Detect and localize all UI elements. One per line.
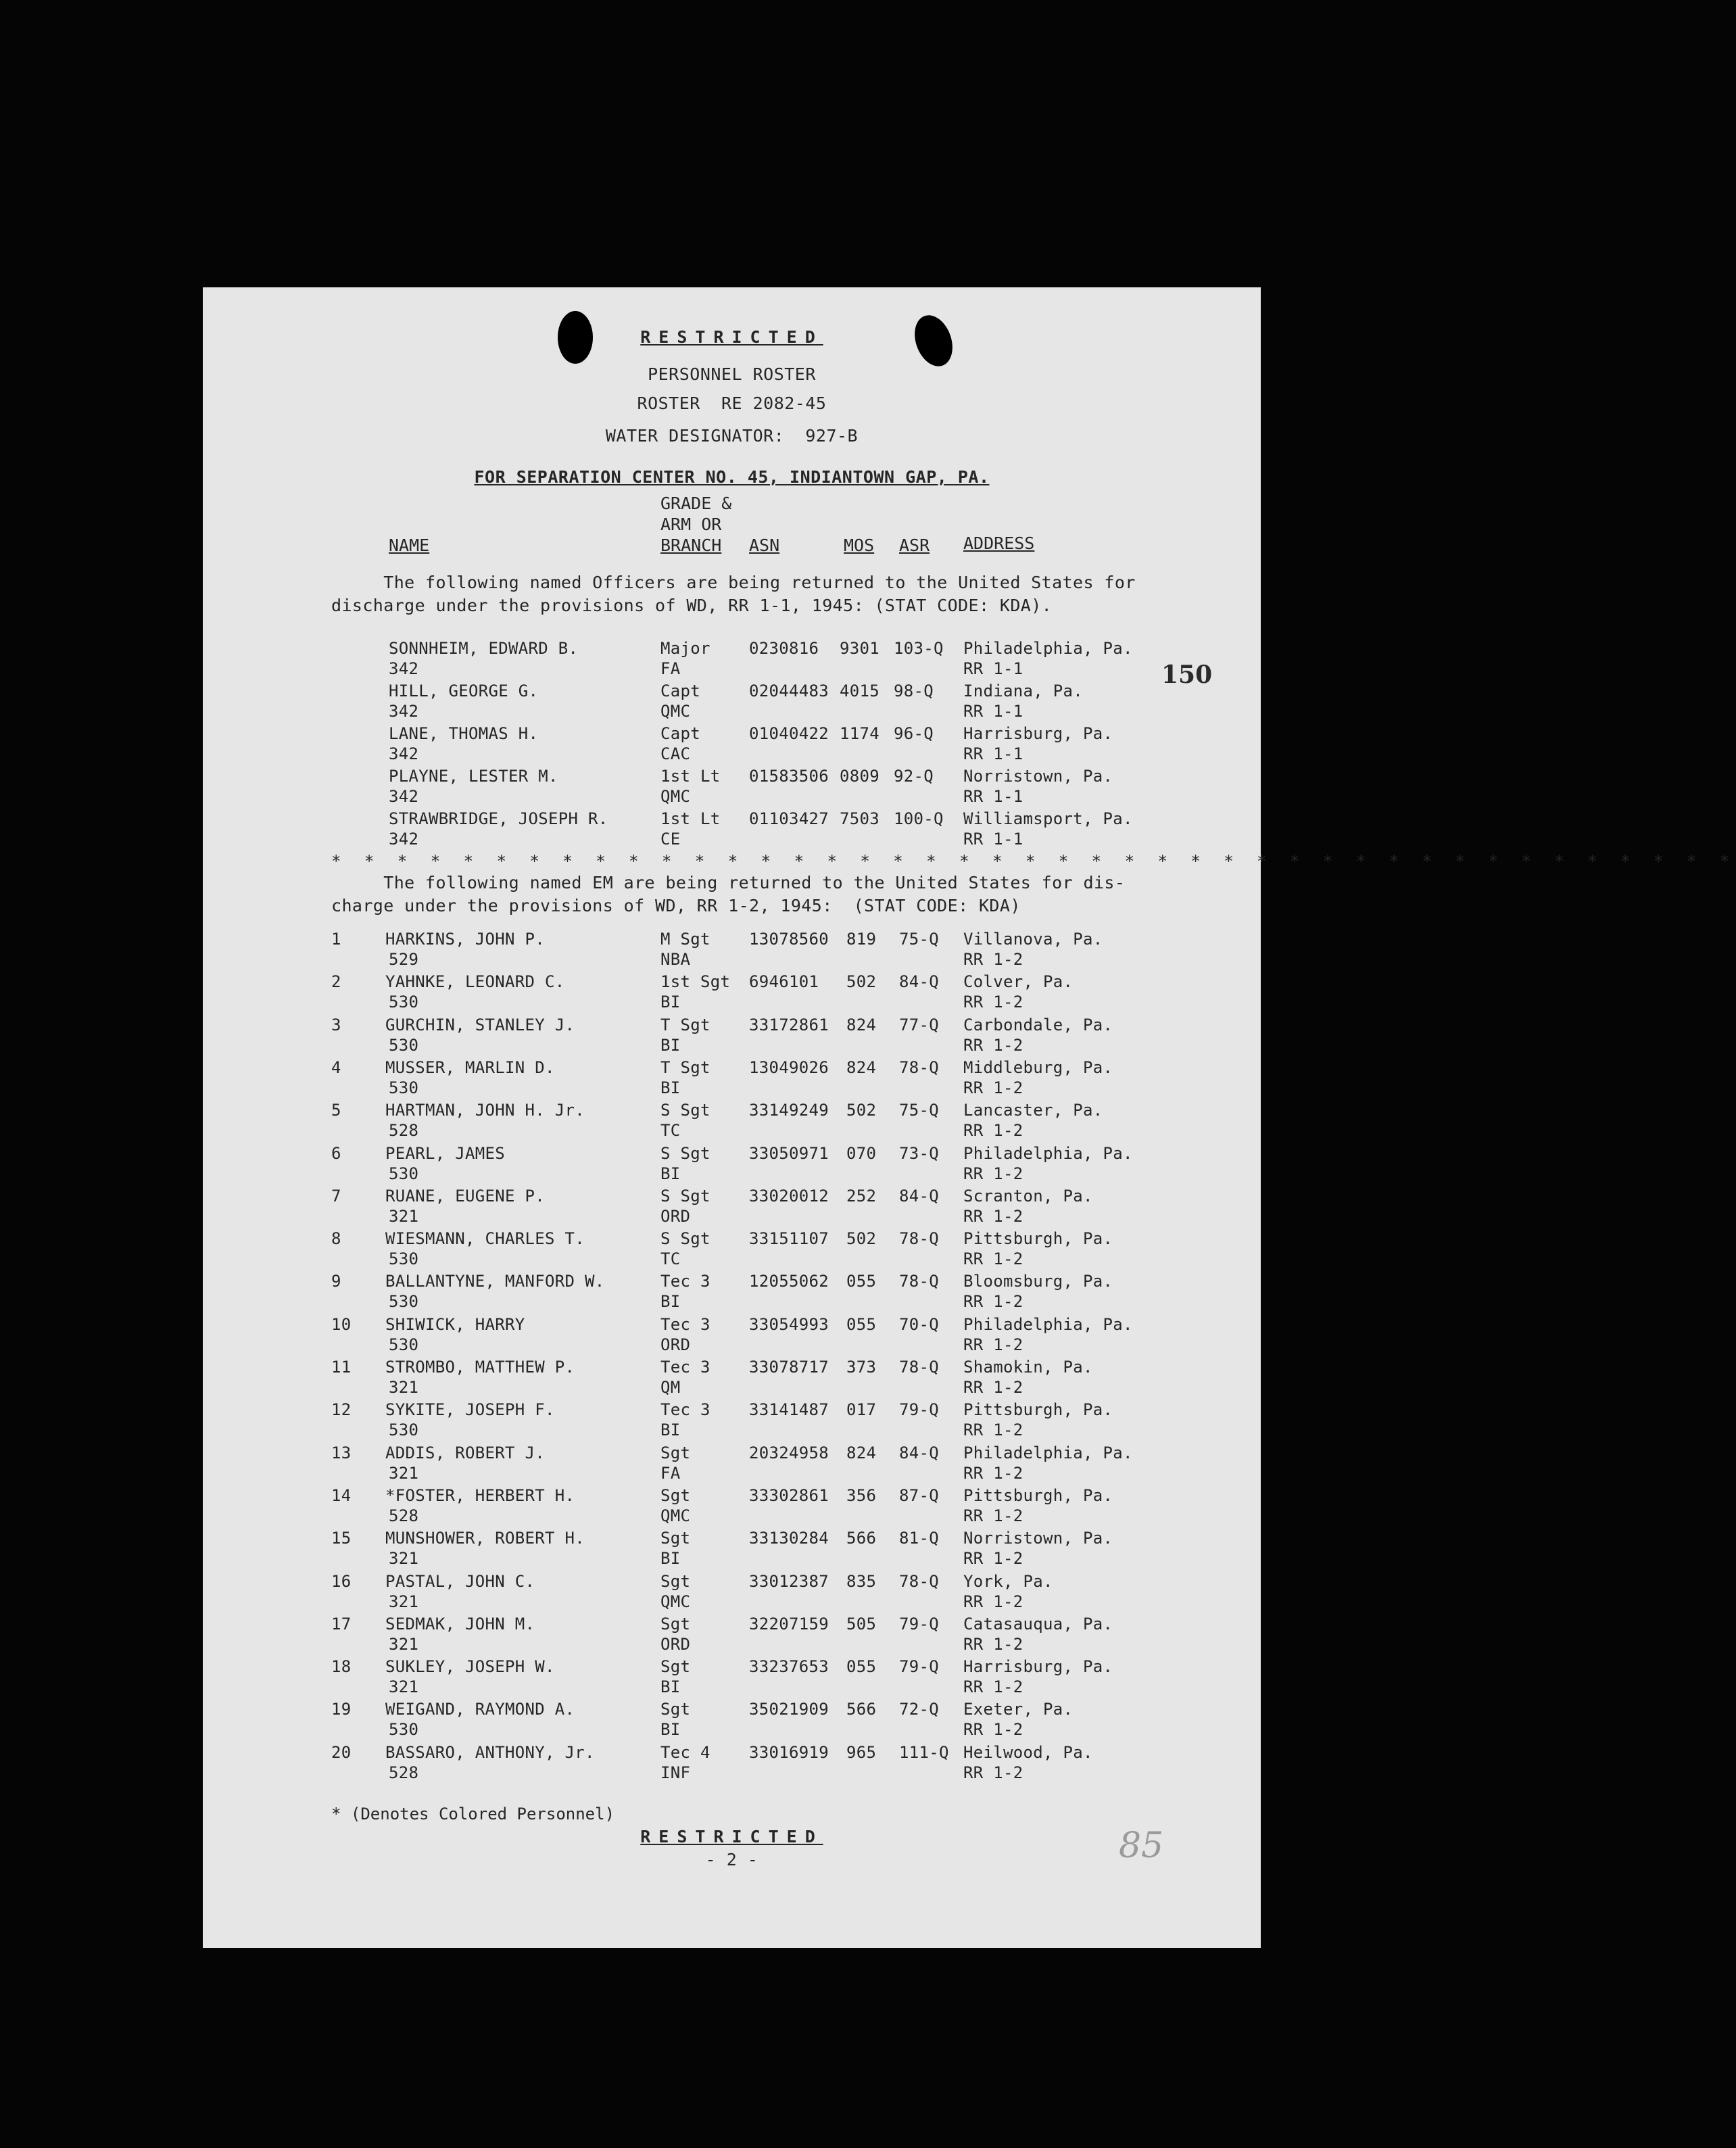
officer-branch: CAC — [660, 744, 691, 763]
enlisted-grade: Tec 3 — [660, 1272, 710, 1291]
officer-asr: 98-Q — [894, 682, 934, 700]
enlisted-name: SHIWICK, HARRY — [385, 1314, 525, 1334]
enlisted-number: 2 — [331, 972, 341, 992]
enlisted-rr: RR 1-2 — [963, 1677, 1023, 1697]
enlisted-rr: RR 1-2 — [963, 1035, 1023, 1055]
enlisted-code: 530 — [389, 1164, 419, 1183]
officer-code: 342 — [389, 787, 419, 806]
col-name: NAME — [389, 535, 430, 555]
enlisted-row — [203, 1700, 1261, 1742]
enlisted-name: *FOSTER, HERBERT H. — [385, 1485, 575, 1505]
enlisted-code: 529 — [389, 950, 419, 969]
enlisted-asr: 73-Q — [899, 1143, 939, 1163]
enlisted-code: 530 — [389, 1421, 419, 1440]
enlisted-grade: Sgt — [660, 1529, 691, 1548]
enlisted-branch: BI — [660, 1720, 681, 1740]
enlisted-grade: 1st Sgt — [660, 972, 731, 992]
officer-asn: 01103427 — [749, 809, 829, 828]
enlisted-mos: 017 — [846, 1400, 877, 1420]
enlisted-asr: 75-Q — [899, 1101, 939, 1120]
officer-rr: RR 1-1 — [963, 787, 1023, 806]
pencil-annotation: 85 — [1119, 1825, 1164, 1866]
enlisted-code: 528 — [389, 1763, 419, 1782]
officer-rr: RR 1-1 — [963, 830, 1023, 849]
enlisted-asr: 78-Q — [899, 1358, 939, 1377]
officer-grade: Capt — [660, 724, 700, 743]
enlisted-asr: 72-Q — [899, 1700, 939, 1719]
col-asr: ASR — [899, 535, 930, 555]
enlisted-number: 6 — [331, 1143, 341, 1163]
enlisted-asr: 84-Q — [899, 972, 939, 992]
enlisted-grade: S Sgt — [660, 1143, 710, 1163]
enlisted-address: Philadelphia, Pa. — [963, 1314, 1133, 1334]
enlisted-code: 321 — [389, 1206, 419, 1226]
officer-address: Harrisburg, Pa. — [963, 724, 1113, 743]
enlisted-address: Pittsburgh, Pa. — [963, 1229, 1113, 1249]
officer-asr: 96-Q — [894, 724, 934, 743]
enlisted-branch: BI — [660, 1677, 681, 1697]
enlisted-number: 20 — [331, 1742, 352, 1762]
enlisted-asn: 33172861 — [749, 1015, 829, 1034]
enlisted-name: MUNSHOWER, ROBERT H. — [385, 1529, 585, 1548]
enlisted-address: Catasauqua, Pa. — [963, 1614, 1113, 1633]
enlisted-row — [203, 1101, 1261, 1143]
enlisted-address: Heilwood, Pa. — [963, 1742, 1093, 1762]
enlisted-rr: RR 1-2 — [963, 1249, 1023, 1269]
officer-address: Norristown, Pa. — [963, 767, 1113, 786]
enlisted-address: Pittsburgh, Pa. — [963, 1485, 1113, 1505]
officer-row — [203, 724, 1261, 766]
enlisted-branch: FA — [660, 1463, 681, 1483]
enlisted-number: 1 — [331, 930, 341, 949]
enlisted-row — [203, 1058, 1261, 1100]
enlisted-rr: RR 1-2 — [963, 1506, 1023, 1525]
enlisted-address: Philadelphia, Pa. — [963, 1443, 1133, 1462]
enlisted-number: 13 — [331, 1443, 352, 1462]
officer-name: LANE, THOMAS H. — [389, 724, 539, 743]
officer-branch: FA — [660, 659, 681, 678]
separator-line: * * * * * * * * * * * * * * * * * * * * * * * * * * * * * * * * * * * * * * * * * * * — [331, 852, 1736, 871]
enlisted-mos: 070 — [846, 1143, 877, 1163]
enlisted-address: Lancaster, Pa. — [963, 1101, 1103, 1120]
enlisted-row — [203, 1229, 1261, 1271]
enlisted-name: HARTMAN, JOHN H. Jr. — [385, 1101, 585, 1120]
enlisted-rr: RR 1-2 — [963, 950, 1023, 969]
enlisted-mos: 055 — [846, 1314, 877, 1334]
enlisted-grade: T Sgt — [660, 1015, 710, 1034]
page-number: - 2 - — [705, 1850, 758, 1869]
enlisted-asn: 33054993 — [749, 1314, 829, 1334]
enlisted-asn: 33016919 — [749, 1742, 829, 1762]
enlisted-asr: 87-Q — [899, 1485, 939, 1505]
col-mos: MOS — [844, 535, 875, 555]
enlisted-row — [203, 1187, 1261, 1228]
enlisted-asn: 33078717 — [749, 1358, 829, 1377]
enlisted-asr: 81-Q — [899, 1529, 939, 1548]
officer-name: STRAWBRIDGE, JOSEPH R. — [389, 809, 608, 828]
officer-asr: 103-Q — [894, 639, 944, 658]
enlisted-grade: Sgt — [660, 1571, 691, 1591]
enlisted-branch: BI — [660, 993, 681, 1012]
enlisted-grade: Sgt — [660, 1657, 691, 1677]
enlisted-asn: 33141487 — [749, 1400, 829, 1420]
enlisted-code: 530 — [389, 1335, 419, 1354]
enlisted-number: 7 — [331, 1186, 341, 1206]
officer-address: Philadelphia, Pa. — [963, 639, 1133, 658]
col-grade-2: ARM OR — [660, 515, 722, 534]
officer-mos: 1174 — [840, 724, 879, 743]
enlisted-name: BASSARO, ANTHONY, Jr. — [385, 1742, 595, 1762]
officers-intro-1: The following named Officers are being returned to the United States for — [331, 573, 1136, 592]
col-grade-1: GRADE & — [660, 494, 732, 513]
enlisted-row — [203, 1272, 1261, 1314]
enlisted-branch: ORD — [660, 1335, 691, 1354]
officer-row — [203, 809, 1261, 851]
enlisted-name: SUKLEY, JOSEPH W. — [385, 1657, 555, 1677]
enlisted-asn: 33237653 — [749, 1657, 829, 1677]
enlisted-row — [203, 1144, 1261, 1186]
enlisted-mos: 356 — [846, 1485, 877, 1505]
enlisted-asn: 33149249 — [749, 1101, 829, 1120]
enlisted-code: 530 — [389, 1035, 419, 1055]
enlisted-asn: 12055062 — [749, 1272, 829, 1291]
enlisted-name: PASTAL, JOHN C. — [385, 1571, 535, 1591]
enlisted-row — [203, 1486, 1261, 1528]
enlisted-address: Philadelphia, Pa. — [963, 1143, 1133, 1163]
officer-name: PLAYNE, LESTER M. — [389, 767, 558, 786]
enlisted-branch: BI — [660, 1549, 681, 1569]
enlisted-number: 8 — [331, 1229, 341, 1249]
classification-bottom: RESTRICTED — [640, 1827, 823, 1846]
enlisted-number: 14 — [331, 1485, 352, 1505]
enlisted-number: 18 — [331, 1657, 352, 1677]
officer-asr: 92-Q — [894, 767, 934, 786]
enlisted-address: Shamokin, Pa. — [963, 1358, 1093, 1377]
enlisted-grade: Sgt — [660, 1443, 691, 1462]
enlisted-row — [203, 1657, 1261, 1699]
enlisted-name: MUSSER, MARLIN D. — [385, 1057, 555, 1077]
enlisted-asr: 79-Q — [899, 1657, 939, 1677]
officer-code: 342 — [389, 659, 419, 678]
officer-grade: Capt — [660, 682, 700, 700]
enlisted-asn: 13049026 — [749, 1057, 829, 1077]
officer-rr: RR 1-1 — [963, 659, 1023, 678]
officer-mos: 4015 — [840, 682, 879, 700]
enlisted-asn: 33151107 — [749, 1229, 829, 1249]
officer-mos: 7503 — [840, 809, 879, 828]
enlisted-code: 321 — [389, 1463, 419, 1483]
enlisted-code: 321 — [389, 1592, 419, 1611]
officer-asn: 0230816 — [749, 639, 819, 658]
enlisted-grade: S Sgt — [660, 1101, 710, 1120]
enlisted-asn: 6946101 — [749, 972, 819, 992]
enlisted-branch: TC — [660, 1249, 681, 1269]
enlisted-rr: RR 1-2 — [963, 1720, 1023, 1740]
enlisted-row — [203, 1572, 1261, 1614]
enlisted-branch: QM — [660, 1378, 681, 1397]
enlisted-row — [203, 1400, 1261, 1442]
enlisted-rr: RR 1-2 — [963, 1763, 1023, 1782]
enlisted-address: Bloomsburg, Pa. — [963, 1272, 1113, 1291]
enlisted-rr: RR 1-2 — [963, 1121, 1023, 1141]
enlisted-branch: TC — [660, 1121, 681, 1141]
enlisted-branch: INF — [660, 1763, 691, 1782]
enlisted-asn: 33020012 — [749, 1186, 829, 1206]
enlisted-grade: T Sgt — [660, 1057, 710, 1077]
enlisted-address: York, Pa. — [963, 1571, 1053, 1591]
enlisted-rr: RR 1-2 — [963, 1164, 1023, 1183]
officer-row — [203, 767, 1261, 809]
enlisted-address: Villanova, Pa. — [963, 930, 1103, 949]
enlisted-number: 9 — [331, 1272, 341, 1291]
enlisted-address: Norristown, Pa. — [963, 1529, 1113, 1548]
officer-row — [203, 682, 1261, 723]
enlisted-number: 10 — [331, 1314, 352, 1334]
enlisted-rr: RR 1-2 — [963, 1463, 1023, 1483]
enlisted-branch: BI — [660, 1292, 681, 1312]
officer-name: SONNHEIM, EDWARD B. — [389, 639, 579, 658]
enlisted-name: WEIGAND, RAYMOND A. — [385, 1700, 575, 1719]
enlisted-rr: RR 1-2 — [963, 1292, 1023, 1312]
enlisted-asn: 13078560 — [749, 930, 829, 949]
enlisted-grade: S Sgt — [660, 1186, 710, 1206]
enlisted-asr: 75-Q — [899, 930, 939, 949]
enlisted-number: 17 — [331, 1614, 352, 1633]
enlisted-asr: 111-Q — [899, 1742, 949, 1762]
enlisted-mos: 502 — [846, 972, 877, 992]
officer-asn: 02044483 — [749, 682, 829, 700]
enlisted-mos: 824 — [846, 1057, 877, 1077]
officer-branch: CE — [660, 830, 681, 849]
enlisted-rr: RR 1-2 — [963, 993, 1023, 1012]
enlisted-address: Pittsburgh, Pa. — [963, 1400, 1113, 1420]
enlisted-grade: Tec 3 — [660, 1314, 710, 1334]
officers-intro-2: discharge under the provisions of WD, RR 1-1, 1945: (STAT CODE: KDA). — [331, 596, 1053, 615]
officer-branch: QMC — [660, 702, 691, 721]
enlisted-asn: 35021909 — [749, 1700, 829, 1719]
enlisted-asr: 79-Q — [899, 1400, 939, 1420]
officer-name: HILL, GEORGE G. — [389, 682, 539, 700]
enlisted-name: HARKINS, JOHN P. — [385, 930, 545, 949]
enlisted-rr: RR 1-2 — [963, 1078, 1023, 1097]
enlisted-rr: RR 1-2 — [963, 1634, 1023, 1654]
officer-code: 342 — [389, 830, 419, 849]
enlisted-row — [203, 1529, 1261, 1571]
col-grade-3: BRANCH — [660, 535, 722, 555]
enlisted-address: Scranton, Pa. — [963, 1186, 1093, 1206]
col-address: ADDRESS — [963, 533, 1035, 553]
officer-asn: 01040422 — [749, 724, 829, 743]
enlisted-grade: Sgt — [660, 1485, 691, 1505]
enlisted-address: Colver, Pa. — [963, 972, 1074, 992]
enlisted-number: 15 — [331, 1529, 352, 1548]
enlisted-grade: Tec 3 — [660, 1358, 710, 1377]
enlisted-number: 12 — [331, 1400, 352, 1420]
footnote: * (Denotes Colored Personnel) — [331, 1805, 615, 1823]
enlisted-number: 3 — [331, 1015, 341, 1034]
enlisted-asr: 78-Q — [899, 1057, 939, 1077]
officer-grade: 1st Lt — [660, 809, 721, 828]
enlisted-name: SYKITE, JOSEPH F. — [385, 1400, 555, 1420]
enlisted-rr: RR 1-2 — [963, 1549, 1023, 1569]
col-asn: ASN — [749, 535, 780, 555]
enlisted-row — [203, 1443, 1261, 1485]
enlisted-code: 321 — [389, 1677, 419, 1697]
enlisted-mos: 819 — [846, 930, 877, 949]
officer-asr: 100-Q — [894, 809, 944, 828]
enlisted-number: 16 — [331, 1571, 352, 1591]
enlisted-grade: Tec 4 — [660, 1742, 710, 1762]
enlisted-rr: RR 1-2 — [963, 1592, 1023, 1611]
enlisted-asn: 33130284 — [749, 1529, 829, 1548]
em-intro-2: charge under the provisions of WD, RR 1-2, 1945: (STAT CODE: KDA) — [331, 896, 1021, 915]
officer-row — [203, 639, 1261, 681]
enlisted-grade: Sgt — [660, 1700, 691, 1719]
officer-branch: QMC — [660, 787, 691, 806]
em-intro-1: The following named EM are being returned to the United States for dis- — [331, 873, 1126, 892]
enlisted-mos: 835 — [846, 1571, 877, 1591]
enlisted-grade: Sgt — [660, 1614, 691, 1633]
enlisted-code: 321 — [389, 1634, 419, 1654]
enlisted-branch: QMC — [660, 1592, 691, 1611]
officer-mos: 9301 — [840, 639, 879, 658]
enlisted-rr: RR 1-2 — [963, 1421, 1023, 1440]
enlisted-rr: RR 1-2 — [963, 1206, 1023, 1226]
enlisted-grade: S Sgt — [660, 1229, 710, 1249]
enlisted-asn: 33012387 — [749, 1571, 829, 1591]
enlisted-mos: 252 — [846, 1186, 877, 1206]
enlisted-mos: 373 — [846, 1358, 877, 1377]
roster-number: ROSTER RE 2082-45 — [637, 393, 827, 413]
enlisted-asn: 32207159 — [749, 1614, 829, 1633]
enlisted-name: YAHNKE, LEONARD C. — [385, 972, 565, 992]
enlisted-name: ADDIS, ROBERT J. — [385, 1443, 545, 1462]
enlisted-name: GURCHIN, STANLEY J. — [385, 1015, 575, 1034]
enlisted-mos: 502 — [846, 1229, 877, 1249]
enlisted-row — [203, 930, 1261, 972]
officer-grade: Major — [660, 639, 710, 658]
officer-code: 342 — [389, 702, 419, 721]
enlisted-mos: 055 — [846, 1657, 877, 1677]
officer-grade: 1st Lt — [660, 767, 721, 786]
enlisted-name: BALLANTYNE, MANFORD W. — [385, 1272, 605, 1291]
officer-rr: RR 1-1 — [963, 702, 1023, 721]
destination-line: FOR SEPARATION CENTER NO. 45, INDIANTOWN GAP, PA. — [474, 467, 990, 487]
enlisted-asr: 84-Q — [899, 1443, 939, 1462]
roster-title: PERSONNEL ROSTER — [648, 364, 816, 384]
enlisted-asr: 78-Q — [899, 1229, 939, 1249]
enlisted-asr: 78-Q — [899, 1571, 939, 1591]
enlisted-row — [203, 972, 1261, 1014]
enlisted-name: PEARL, JAMES — [385, 1143, 505, 1163]
enlisted-address: Harrisburg, Pa. — [963, 1657, 1113, 1677]
enlisted-mos: 824 — [846, 1443, 877, 1462]
enlisted-code: 528 — [389, 1121, 419, 1141]
enlisted-row — [203, 1743, 1261, 1785]
enlisted-code: 530 — [389, 993, 419, 1012]
enlisted-code: 321 — [389, 1378, 419, 1397]
enlisted-mos: 566 — [846, 1529, 877, 1548]
enlisted-asr: 70-Q — [899, 1314, 939, 1334]
enlisted-code: 528 — [389, 1506, 419, 1525]
enlisted-asn: 33050971 — [749, 1143, 829, 1163]
enlisted-row — [203, 1615, 1261, 1656]
enlisted-code: 530 — [389, 1078, 419, 1097]
enlisted-mos: 824 — [846, 1015, 877, 1034]
classification-top: RESTRICTED — [640, 327, 823, 347]
enlisted-name: RUANE, EUGENE P. — [385, 1186, 545, 1206]
enlisted-code: 530 — [389, 1292, 419, 1312]
roster-page — [203, 287, 1736, 1948]
enlisted-asn: 20324958 — [749, 1443, 829, 1462]
enlisted-grade: M Sgt — [660, 930, 710, 949]
enlisted-number: 4 — [331, 1057, 341, 1077]
enlisted-branch: BI — [660, 1421, 681, 1440]
enlisted-asr: 78-Q — [899, 1272, 939, 1291]
enlisted-grade: Tec 3 — [660, 1400, 710, 1420]
enlisted-address: Carbondale, Pa. — [963, 1015, 1113, 1034]
enlisted-branch: BI — [660, 1164, 681, 1183]
enlisted-code: 321 — [389, 1549, 419, 1569]
enlisted-branch: ORD — [660, 1206, 691, 1226]
enlisted-number: 11 — [331, 1358, 352, 1377]
officer-mos: 0809 — [840, 767, 879, 786]
enlisted-name: STROMBO, MATTHEW P. — [385, 1358, 575, 1377]
enlisted-rr: RR 1-2 — [963, 1378, 1023, 1397]
enlisted-rr: RR 1-2 — [963, 1335, 1023, 1354]
officer-address: Indiana, Pa. — [963, 682, 1083, 700]
enlisted-branch: NBA — [660, 950, 691, 969]
enlisted-asr: 79-Q — [899, 1614, 939, 1633]
enlisted-branch: QMC — [660, 1506, 691, 1525]
enlisted-address: Exeter, Pa. — [963, 1700, 1074, 1719]
officer-code: 342 — [389, 744, 419, 763]
enlisted-branch: ORD — [660, 1634, 691, 1654]
enlisted-asr: 77-Q — [899, 1015, 939, 1034]
enlisted-mos: 055 — [846, 1272, 877, 1291]
enlisted-asr: 84-Q — [899, 1186, 939, 1206]
enlisted-address: Middleburg, Pa. — [963, 1057, 1113, 1077]
stamp-number: 150 — [1161, 661, 1213, 689]
enlisted-mos: 566 — [846, 1700, 877, 1719]
enlisted-row — [203, 1315, 1261, 1357]
enlisted-asn: 33302861 — [749, 1485, 829, 1505]
enlisted-branch: BI — [660, 1078, 681, 1097]
enlisted-row — [203, 1358, 1261, 1400]
enlisted-number: 19 — [331, 1700, 352, 1719]
enlisted-mos: 505 — [846, 1614, 877, 1633]
enlisted-row — [203, 1016, 1261, 1057]
enlisted-number: 5 — [331, 1101, 341, 1120]
enlisted-mos: 965 — [846, 1742, 877, 1762]
enlisted-code: 530 — [389, 1249, 419, 1269]
enlisted-mos: 502 — [846, 1101, 877, 1120]
officer-asn: 01583506 — [749, 767, 829, 786]
enlisted-name: SEDMAK, JOHN M. — [385, 1614, 535, 1633]
enlisted-name: WIESMANN, CHARLES T. — [385, 1229, 585, 1249]
officer-rr: RR 1-1 — [963, 744, 1023, 763]
officer-address: Williamsport, Pa. — [963, 809, 1133, 828]
water-designator: WATER DESIGNATOR: 927-B — [605, 426, 859, 446]
enlisted-branch: BI — [660, 1035, 681, 1055]
enlisted-code: 530 — [389, 1720, 419, 1740]
